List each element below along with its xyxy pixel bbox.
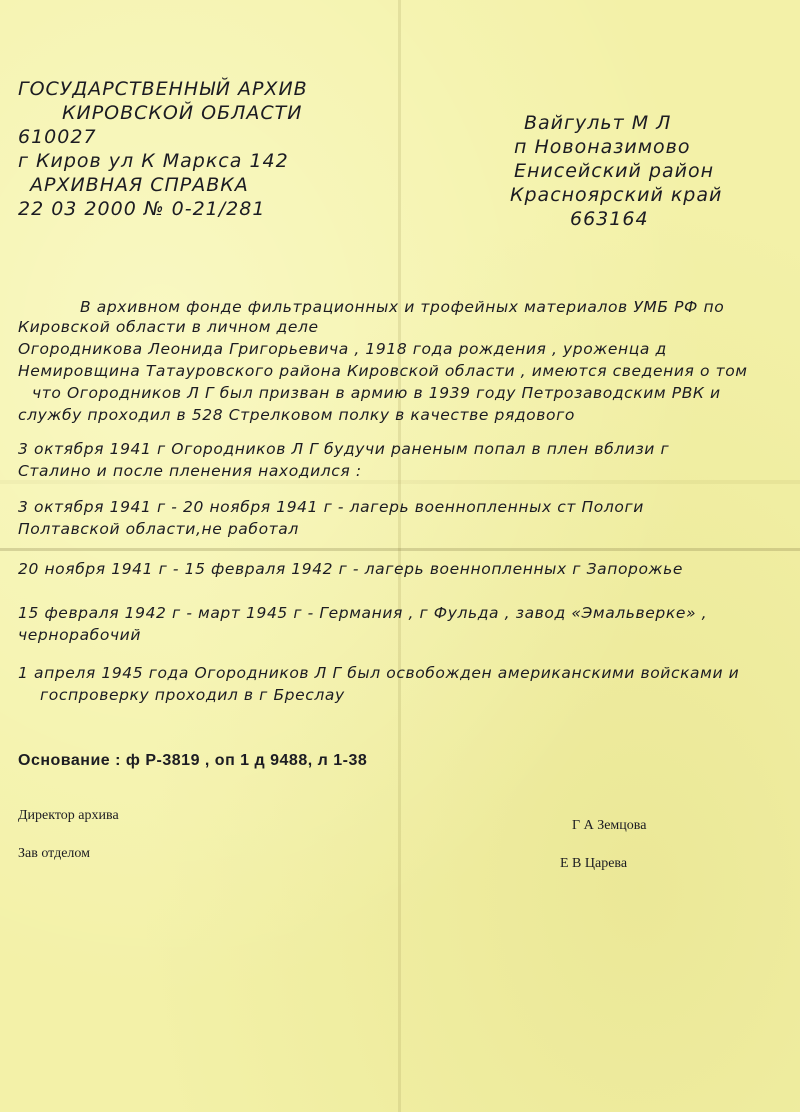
body-line: чернорабочий	[18, 626, 142, 644]
director-name: Г А Земцова	[572, 818, 647, 833]
archive-name-line2: КИРОВСКОЙ ОБЛАСТИ	[62, 102, 303, 124]
body-line: что Огородников Л Г был призван в армию в 1939 году Петрозаводским РВК и	[32, 384, 721, 402]
document-type: АРХИВНАЯ СПРАВКА	[30, 174, 249, 196]
recipient-district: Енисейский район	[514, 160, 715, 182]
paragraph-camp-zaporozhye: 20 ноября 1941 г - 15 февраля 1942 г - лагерь военнопленных г Запорожье	[18, 560, 683, 578]
body-line: Сталино и после пленения находился :	[18, 462, 362, 480]
document-date-number: 22 03 2000 № 0-21/281	[18, 198, 266, 220]
body-line: 15 февраля 1942 г - март 1945 г - Германия , г Фульда , завод «Эмальверке» ,	[18, 604, 708, 622]
body-line: Огородникова Леонида Григорьевича , 1918 года рождения , уроженца д	[18, 340, 667, 358]
head-name: Е В Царева	[560, 856, 628, 871]
director-title: Директор архива	[18, 808, 119, 823]
recipient-postcode: 663164	[570, 208, 649, 230]
archive-address: г Киров ул К Маркса 142	[18, 150, 289, 172]
body-line: 1 апреля 1945 года Огородников Л Г был освобожден американскими войсками и	[18, 664, 740, 682]
body-line: 3 октября 1941 г - 20 ноября 1941 г - лагерь военнопленных ст Пологи	[18, 498, 644, 516]
recipient-village: п Новоназимово	[514, 136, 691, 158]
body-line: 3 октября 1941 г Огородников Л Г будучи раненым попал в плен вблизи г	[18, 440, 670, 458]
recipient-name: Вайгульт М Л	[524, 112, 672, 134]
archive-name-line1: ГОСУДАРСТВЕННЫЙ АРХИВ	[18, 78, 308, 100]
paper-fold-vertical	[398, 0, 401, 1112]
head-title: Зав отделом	[18, 846, 91, 861]
body-line: службу проходил в 528 Стрелковом полку в качестве рядового	[18, 406, 575, 424]
paper-fold-horizontal	[0, 548, 800, 551]
archive-postcode: 610027	[18, 126, 97, 148]
body-line: Немировщина Татауровского района Кировской области , имеются сведения о том	[18, 362, 748, 380]
recipient-region: Красноярский край	[510, 184, 723, 206]
body-line: В архивном фонде фильтрационных и трофейных материалов УМБ РФ по	[80, 298, 725, 316]
body-line: Кировской области в личном деле	[18, 318, 319, 336]
body-line: госпроверку проходил в г Бреслау	[40, 686, 345, 704]
archive-basis-reference: Основание : ф Р-3819 , оп 1 д 9488, л 1-38	[18, 752, 368, 769]
body-line: Полтавской области,не работал	[18, 520, 299, 538]
